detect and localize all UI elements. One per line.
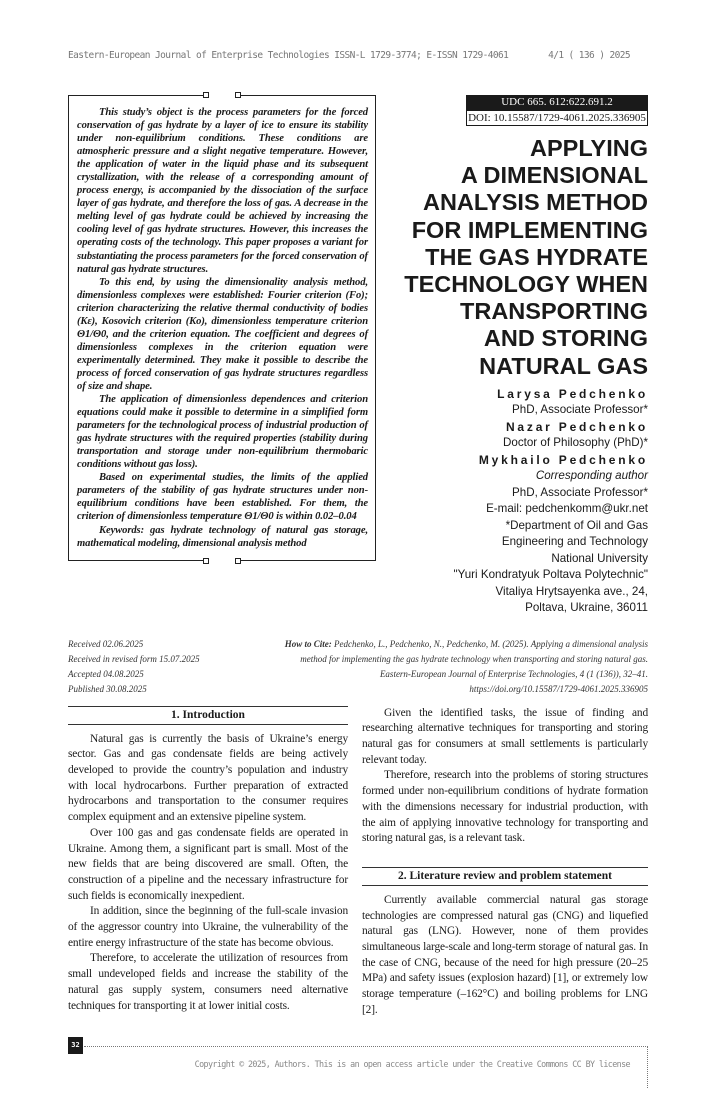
divider bbox=[362, 885, 648, 886]
copyright-notice: Copyright © 2025, Authors. This is an open access article under the Creative Commons CC BY license bbox=[194, 1058, 630, 1069]
title-line: TRANSPORTING bbox=[460, 298, 648, 325]
cite-line: Pedchenko, L., Pedchenko, N., Pedchenko, M. (2025). Applying a dimensional analysis bbox=[331, 638, 648, 649]
section-heading-literature-review: 2. Literature review and problem statement bbox=[398, 869, 612, 882]
body-column-left bbox=[68, 732, 348, 1015]
body-paragraph: Currently available commercial natural gas storage technologies are compressed natural gas (CNG) and liquefied natural gas (LNG). However, none of them provides simultaneous large-scale and long-term storage of natural gas. In the case of CNG, because of the need for high pressure (20–25 MPa) and safety issues (explosion hazard) [1], or extremely low storage temperature (–162°C) and boiling problems for LNG [2]. bbox=[362, 893, 648, 1016]
title-line: NATURAL GAS bbox=[479, 352, 648, 379]
running-header bbox=[68, 50, 648, 61]
date-revised: Received in revised form 15.07.2025 bbox=[68, 654, 200, 665]
date-accepted: Accepted 04.08.2025 bbox=[68, 669, 144, 680]
section-heading-introduction: 1. Introduction bbox=[171, 708, 245, 721]
page-footer bbox=[68, 1037, 648, 1087]
affiliation-line: Poltava, Ukraine, 36011 bbox=[525, 601, 648, 615]
body-paragraph: In addition, since the beginning of the full-scale invasion of the aggressor country into Ukraine, the vulnerability of the entire energy infrastructure of the state has become obvious. bbox=[68, 905, 348, 949]
article-title bbox=[404, 135, 648, 380]
doi[interactable]: DOI: 10.15587/1729-4061.2025.336905 bbox=[466, 110, 648, 126]
title-line: TECHNOLOGY WHEN bbox=[404, 271, 648, 298]
author-name: Larysa Pedchenko bbox=[497, 386, 648, 401]
date-published: Published 30.08.2025 bbox=[68, 684, 147, 695]
abstract-paragraph: This study’s object is the process parameters for the forced conservation of gas hydrate by a layer of ice to ensure its stability under non-equilibrium conditions. These conditions are atmospheric pressure and a slight negative temperature. However, the application of water in the liquid phase and its subsequent crystallization, with the release of a corresponding amount of process energy, is accompanied by the dissociation of the surface layer of gas hydrate, and therefore the loss of gas. A decrease in the melting level of gas hydrate could be achieved by increasing the cooling level of gas hydrate structures. However, this increases the operating costs of the technology. This paper proposes a variant for substantiating the process parameters for the forced conservation of natural gas hydrate structures. bbox=[77, 107, 368, 275]
journal-header: Eastern-European Journal of Enterprise Technologies ISSN-L 1729-3774; E-ISSN 1729-4061 bbox=[68, 50, 509, 61]
cite-line: Eastern-European Journal of Enterprise Technologies, 4 (1 (136)), 32–41. bbox=[379, 669, 648, 680]
divider bbox=[68, 724, 348, 725]
affiliation-line: Vitaliya Hrytsayenka ave., 24, bbox=[495, 584, 648, 598]
body-paragraph: Therefore, research into the problems of storing structures formed under non-equilibrium conditions of hydrate formation with the dimensions necessary for industrial production, with the aim of applying innovative technology for transporting and storing natural gas, is a relevant task. bbox=[362, 769, 648, 845]
abstract-paragraph: Based on experimental studies, the limits of the applied parameters of the stability of gas hydrate structures under non-equilibrium conditions have been established. For them, the criterion of dimensionless temperature Θ1/Θ0 is within 0.02–0.04 bbox=[77, 472, 368, 523]
affiliation-line: Engineering and Technology bbox=[501, 535, 648, 549]
abstract-paragraph: The application of dimensionless dependences and criterion equations could make it possible to determine in a simplified form parameters for the technological process of industrial production of gas hydrate structures with the required properties (stability during transportation and storage under non-equilibrium thermobaric conditions without gas loss). bbox=[77, 394, 368, 471]
title-line: THE GAS HYDRATE bbox=[425, 243, 648, 270]
author-degree: Doctor of Philosophy (PhD)* bbox=[503, 436, 648, 450]
author-name: Mykhailo Pedchenko bbox=[478, 452, 648, 467]
abstract-frame bbox=[68, 95, 376, 561]
body-paragraph: Given the identified tasks, the issue of finding and researching alternative techniques for transporting and storing natural gas for consumers at small settlements is particularly relevant today. bbox=[362, 706, 648, 766]
body-paragraph: Therefore, to accelerate the utilization of resources from small undeveloped fields and increase the stability of the natural gas supply system, consumers need alternative techniques for transporting it at lower initial costs. bbox=[68, 952, 348, 1012]
author-degree: PhD, Associate Professor* bbox=[512, 485, 648, 499]
author-email[interactable]: E-mail: pedchenkomm@ukr.net bbox=[486, 502, 648, 516]
body-paragraph: Over 100 gas and gas condensate fields are operated in Ukraine. Among them, a significant part is small. Most of the new fields that are being discovered are small. Often, the construction of a pipeline and the necessary infrastructure for such fields is economically inexpedient. bbox=[68, 826, 348, 902]
udc-code: UDC 665. 612:622.691.2 bbox=[466, 95, 648, 110]
body-column-right-s2 bbox=[362, 893, 648, 1019]
title-line: FOR IMPLEMENTING bbox=[411, 216, 648, 243]
cite-label: How to Cite: bbox=[284, 638, 332, 649]
title-line: APPLYING bbox=[530, 135, 648, 161]
page-number: 32 bbox=[68, 1037, 83, 1054]
affiliation-line: *Department of Oil and Gas bbox=[505, 518, 648, 532]
cite-line: method for implementing the gas hydrate technology when transporting and storing natural gas. bbox=[300, 654, 648, 665]
body-column-right bbox=[362, 706, 648, 847]
date-received: Received 02.06.2025 bbox=[68, 638, 144, 649]
cite-doi-link[interactable]: https://doi.org/10.15587/1729-4061.2025.336905 bbox=[469, 684, 648, 695]
article-dates bbox=[68, 637, 200, 698]
title-line: A DIMENSIONAL bbox=[460, 162, 648, 189]
title-line: AND STORING bbox=[483, 325, 648, 352]
affiliation-line: "Yuri Kondratyuk Poltava Polytechnic" bbox=[453, 568, 648, 582]
title-line: ANALYSIS METHOD bbox=[422, 189, 648, 216]
body-paragraph: Natural gas is currently the basis of Ukraine’s energy sector. Gas and gas condensate fields are being actively developed to provide the country’s population and industry with local hydrocarbons. Further preparation of extracted hydrocarbons and transportation to the consumer requires complex equipment and an extensive pipeline system. bbox=[68, 732, 348, 824]
issue-number: 4/1 ( 136 ) 2025 bbox=[548, 50, 630, 61]
corresponding-author-label: Corresponding author bbox=[535, 469, 648, 483]
abstract-paragraph: To this end, by using the dimensionality analysis method, dimensionless complexes were established: Fourier criterion (Fo); criterion characterizing the relative thermal conductivity of bodies (Kε), Kosovich criterion (Ko), dimensionless temperature criterion Θ1/Θ0, and the criterion equation. The coefficient and degrees of dimensionless complexes in the criterion equation were experimentally determined. They make it possible to describe the process of forced conservation of gas hydrate structures regardless of size and shape. bbox=[77, 276, 368, 392]
affiliation-line: National University bbox=[551, 551, 648, 565]
how-to-cite bbox=[285, 637, 648, 698]
author-block bbox=[454, 386, 648, 617]
abstract bbox=[77, 106, 368, 550]
udc-doi-box bbox=[466, 95, 648, 126]
keywords: Keywords: gas hydrate technology of natural gas storage, mathematical modeling, dimensional analysis method bbox=[77, 524, 368, 549]
author-degree: PhD, Associate Professor* bbox=[512, 403, 648, 417]
author-name: Nazar Pedchenko bbox=[505, 419, 648, 434]
